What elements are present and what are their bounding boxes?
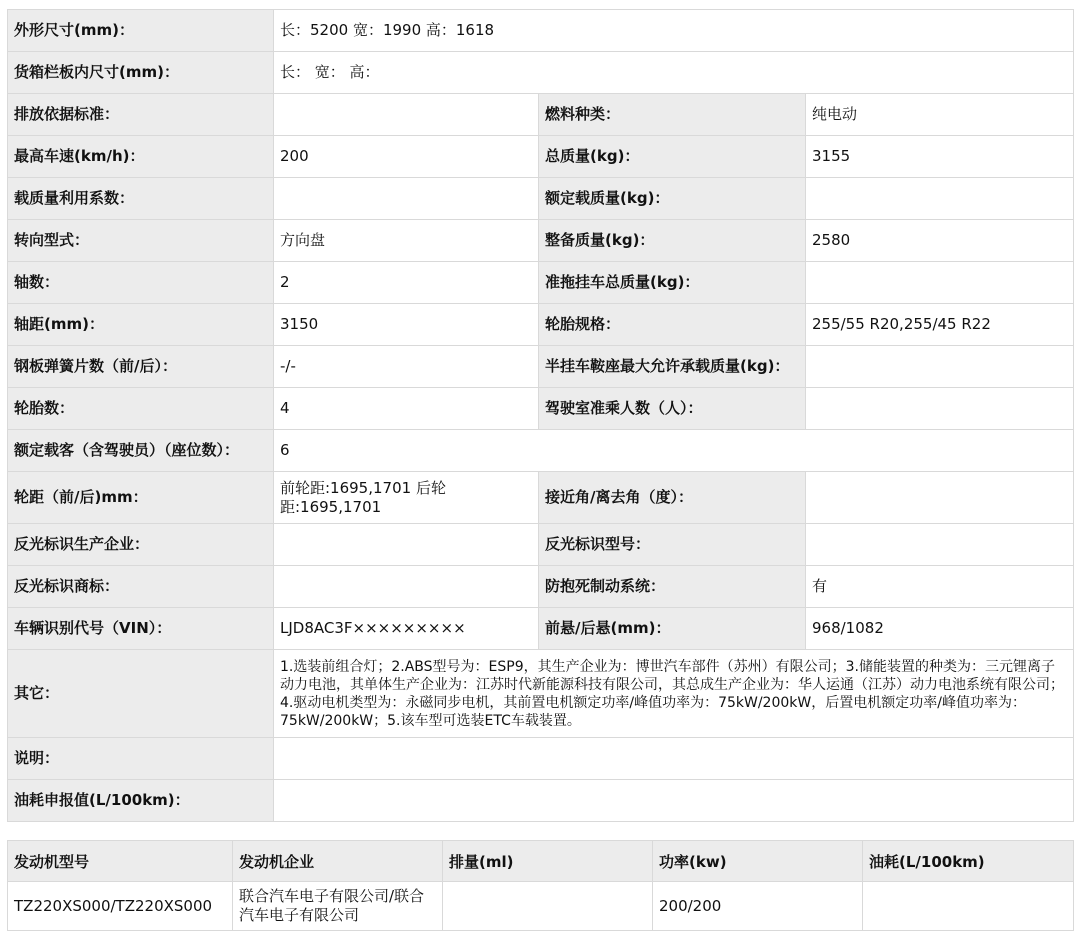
engine-maker-value: 联合汽车电子有限公司/联合汽车电子有限公司	[233, 882, 443, 931]
rated-load-value	[806, 178, 1074, 220]
reflector-maker-value	[274, 524, 539, 566]
steering-value: 方向盘	[274, 220, 539, 262]
emission-label: 排放依据标准：	[8, 94, 274, 136]
table-row	[8, 136, 1074, 178]
table-row	[8, 262, 1074, 304]
axles-value: 2	[274, 262, 539, 304]
table-row	[8, 472, 1074, 524]
displacement-value	[443, 882, 653, 931]
outer-size-value: 长：5200 宽：1990 高：1618	[274, 10, 1074, 52]
other-value: 1.选装前组合灯；2.ABS型号为：ESP9，其生产企业为：博世汽车部件（苏州）有限公司；3.储能装置的种类为：三元锂离子动力电池，其单体生产企业为：江苏时代新能源科技有限公司，其总成生产企业为：华人运通（江苏）动力电池系统有限公司；4.驱动电机类型为：永磁同步电机，其前置电机额定功率/峰值功率为：75kW/200kW，后置电机额定功率/峰值功率为：75kW/200kW；5.该车型可选装ETC车载装置。	[274, 650, 1074, 738]
tires-label: 轮胎数：	[8, 388, 274, 430]
reflector-maker-label: 反光标识生产企业：	[8, 524, 274, 566]
table-row	[8, 608, 1074, 650]
steering-label: 转向型式：	[8, 220, 274, 262]
tire-spec-value: 255/55 R20,255/45 R22	[806, 304, 1074, 346]
abs-value: 有	[806, 566, 1074, 608]
fuel-label: 燃料种类：	[539, 94, 806, 136]
load-util-label: 载质量利用系数：	[8, 178, 274, 220]
engine-fuel-consumption-value	[863, 882, 1074, 931]
note-value	[274, 738, 1074, 780]
saddle-label: 半挂车鞍座最大允许承载质量(kg)：	[539, 346, 806, 388]
rated-load-label: 额定载质量(kg)：	[539, 178, 806, 220]
emission-value	[274, 94, 539, 136]
tire-spec-label: 轮胎规格：	[539, 304, 806, 346]
reflector-brand-value	[274, 566, 539, 608]
leaf-spring-label: 钢板弹簧片数（前/后）：	[8, 346, 274, 388]
total-mass-label: 总质量(kg)：	[539, 136, 806, 178]
table-row	[8, 882, 1074, 931]
vin-label: 车辆识别代号（VIN）：	[8, 608, 274, 650]
curb-mass-value: 2580	[806, 220, 1074, 262]
abs-label: 防抱死制动系统：	[539, 566, 806, 608]
header-power: 功率(kw)	[653, 841, 863, 882]
fuel-consumption-value	[274, 780, 1074, 822]
header-displacement: 排量(ml)	[443, 841, 653, 882]
cab-seats-value	[806, 388, 1074, 430]
table-row	[8, 738, 1074, 780]
header-fuel-consumption: 油耗(L/100km)	[863, 841, 1074, 882]
table-row	[8, 52, 1074, 94]
table-row	[8, 566, 1074, 608]
table-row	[8, 10, 1074, 52]
top-speed-value: 200	[274, 136, 539, 178]
angle-value	[806, 472, 1074, 524]
top-speed-label: 最高车速(km/h)：	[8, 136, 274, 178]
other-label: 其它：	[8, 650, 274, 738]
cab-seats-label: 驾驶室准乘人数（人）：	[539, 388, 806, 430]
wheelbase-value: 3150	[274, 304, 539, 346]
table-row	[8, 650, 1074, 738]
passengers-value: 6	[274, 430, 1074, 472]
trailer-mass-label: 准拖挂车总质量(kg)：	[539, 262, 806, 304]
engine-header-row	[8, 841, 1074, 882]
trailer-mass-value	[806, 262, 1074, 304]
header-engine-model: 发动机型号	[8, 841, 233, 882]
leaf-spring-value: -/-	[274, 346, 539, 388]
table-row	[8, 430, 1074, 472]
tires-value: 4	[274, 388, 539, 430]
table-row	[8, 304, 1074, 346]
total-mass-value: 3155	[806, 136, 1074, 178]
engine-model-value: TZ220XS000/TZ220XS000	[8, 882, 233, 931]
cargo-size-label: 货箱栏板内尺寸(mm)：	[8, 52, 274, 94]
reflector-model-value	[806, 524, 1074, 566]
table-row	[8, 220, 1074, 262]
overhang-value: 968/1082	[806, 608, 1074, 650]
wheelbase-label: 轴距(mm)：	[8, 304, 274, 346]
table-row	[8, 780, 1074, 822]
engine-table	[7, 840, 1074, 931]
table-row	[8, 346, 1074, 388]
outer-size-label: 外形尺寸(mm)：	[8, 10, 274, 52]
cargo-size-value: 长： 宽： 高：	[274, 52, 1074, 94]
saddle-value	[806, 346, 1074, 388]
table-row	[8, 94, 1074, 136]
vehicle-spec-table	[7, 9, 1074, 822]
table-row	[8, 388, 1074, 430]
vin-value: LJD8AC3F×××××××××	[274, 608, 539, 650]
track-label: 轮距（前/后)mm：	[8, 472, 274, 524]
table-row	[8, 178, 1074, 220]
power-value: 200/200	[653, 882, 863, 931]
axles-label: 轴数：	[8, 262, 274, 304]
header-engine-maker: 发动机企业	[233, 841, 443, 882]
reflector-model-label: 反光标识型号：	[539, 524, 806, 566]
track-value: 前轮距:1695,1701 后轮距:1695,1701	[274, 472, 539, 524]
fuel-consumption-label: 油耗申报值(L/100km)：	[8, 780, 274, 822]
fuel-value: 纯电动	[806, 94, 1074, 136]
passengers-label: 额定载客（含驾驶员）（座位数）：	[8, 430, 274, 472]
overhang-label: 前悬/后悬(mm)：	[539, 608, 806, 650]
curb-mass-label: 整备质量(kg)：	[539, 220, 806, 262]
angle-label: 接近角/离去角（度）：	[539, 472, 806, 524]
reflector-brand-label: 反光标识商标：	[8, 566, 274, 608]
note-label: 说明：	[8, 738, 274, 780]
load-util-value	[274, 178, 539, 220]
table-row	[8, 524, 1074, 566]
